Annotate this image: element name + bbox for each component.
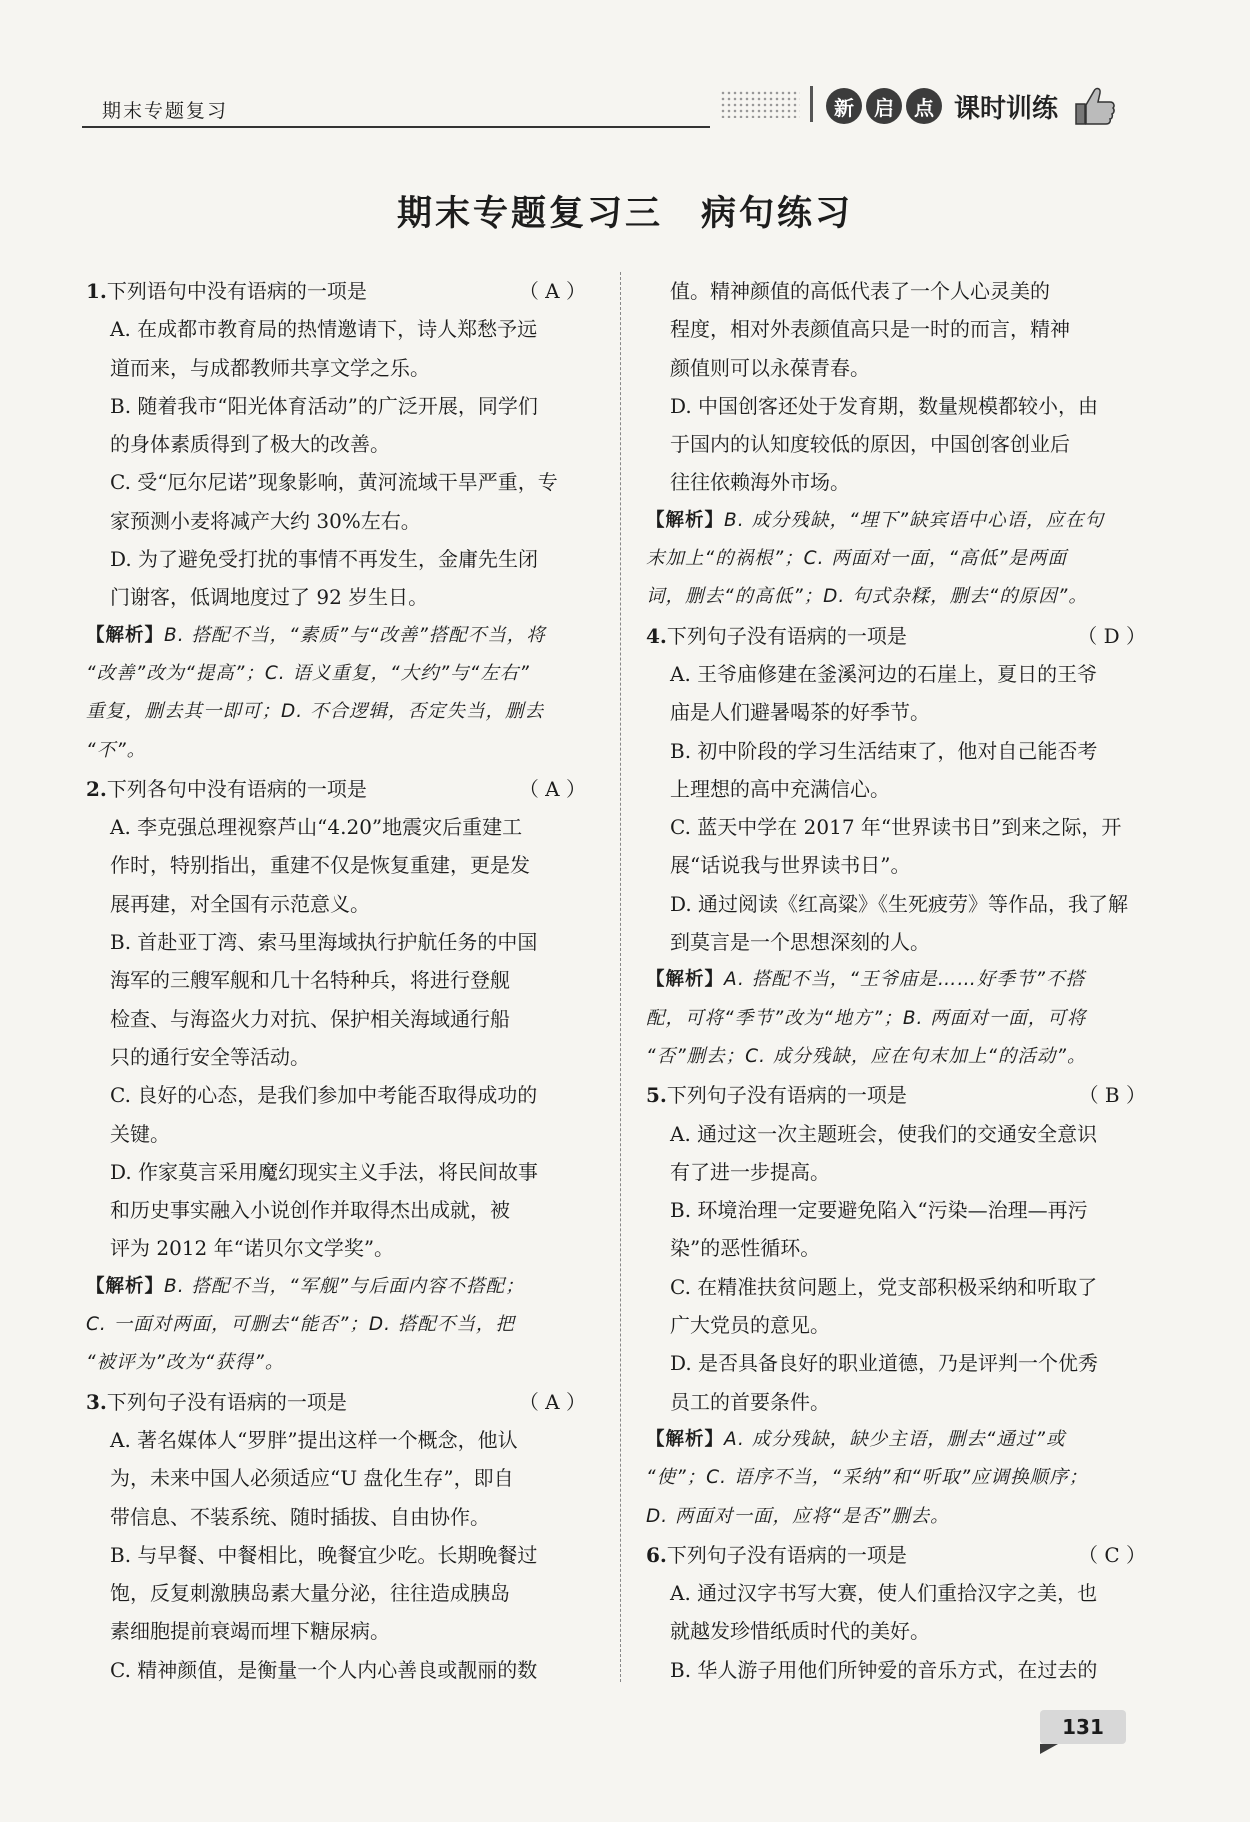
text-line: 员工的首要条件。 (670, 1389, 830, 1414)
explanation-text: A. 搭配不当，“王爷庙是……好季节”不搭 (724, 969, 1085, 991)
text-line: 上理想的高中充满信心。 (670, 776, 890, 801)
text-line: 程度，相对外表颜值高只是一时的而言，精神 (670, 317, 1070, 342)
explanation-tag: 【解析】 (646, 509, 725, 531)
question-text: 下列句子没有语病的一项是 (106, 1389, 347, 1414)
page-title: 期末专题复习三 病句练习 (396, 193, 853, 234)
text-line: 道而来，与成都教师共享文学之乐。 (110, 355, 430, 380)
text-line: 广大党员的意见。 (670, 1313, 830, 1338)
text-line: 染”的恶性循环。 (670, 1236, 821, 1261)
option-line: A. 李克强总理视察芦山“4.20”地震灾后重建工 (110, 815, 523, 840)
text-line: 关键。 (110, 1121, 170, 1146)
option-line: C. 蓝天中学在 2017 年“世界读书日”到来之际，开 (670, 815, 1122, 840)
text-line: 作时，特别指出，重建不仅是恢复重建，更是发 (110, 853, 530, 878)
explanation-tag: 【解析】 (646, 969, 725, 991)
explanation-line (86, 732, 586, 770)
question-stem (86, 1383, 586, 1421)
explanation-line (646, 1421, 1146, 1459)
question-stem (646, 1536, 1146, 1574)
option-line: B. 环境治理一定要避免陷入“污染—治理—再污 (670, 1198, 1088, 1223)
explanation-line (646, 502, 1146, 540)
option-line: C. 精神颜值，是衡量一个人内心善良或靓丽的数 (110, 1657, 538, 1682)
explanation-text: D. 两面对一面，应将“是否”删去。 (646, 1505, 950, 1527)
answer-key: （ B ） (1078, 1083, 1146, 1108)
answer-key: （ D ） (1077, 623, 1146, 648)
question-number: 6. (646, 1542, 667, 1567)
explanation-text: 词，删去“的高低”；D. 句式杂糅，删去“的原因”。 (646, 586, 1088, 608)
question-number: 1. (86, 279, 107, 303)
explanation-text: B. 搭配不当，“素质”与“改善”搭配不当，将 (164, 624, 546, 646)
text-line: 带信息、不装系统、随时插拔、自由协作。 (110, 1504, 490, 1529)
text-line: 于国内的认知度较低的原因，中国创客创业后 (670, 432, 1070, 457)
header-rule (82, 126, 710, 128)
explanation-text: 末加上“的祸根”；C. 两面对一面，“高低”是两面 (646, 548, 1068, 570)
text-line: 海军的三艘军舰和几十名特种兵，将进行登舰 (110, 968, 510, 993)
text-line: 的身体素质得到了极大的改善。 (110, 432, 390, 457)
option-line: A. 通过汉字书写大赛，使人们重拾汉字之美，也 (670, 1581, 1098, 1606)
explanation-line (646, 1459, 1146, 1497)
answer-key: （ A ） (518, 776, 586, 801)
explanation-line (646, 1000, 1146, 1038)
text-line: 评为 2012 年“诺贝尔文学奖”。 (110, 1236, 395, 1261)
question-text: 下列各句中没有语病的一项是 (106, 776, 367, 801)
explanation-text: B. 搭配不当，“军舰”与后面内容不搭配； (164, 1275, 525, 1297)
explanation-tag: 【解析】 (86, 1275, 165, 1297)
explanation-line (86, 655, 586, 693)
option-line: D. 作家莫言采用魔幻现实主义手法，将民间故事 (110, 1159, 539, 1184)
option-line: C. 受“厄尔尼诺”现象影响，黄河流域干旱严重，专 (110, 470, 558, 495)
option-line: D. 通过阅读《红高粱》《生死疲劳》等作品，我了解 (670, 891, 1129, 916)
explanation-line (646, 1498, 1146, 1536)
thumbs-up-icon (1070, 84, 1120, 128)
explanation-text: 重复，删去其一即可；D. 不合逻辑，否定失当，删去 (86, 701, 545, 723)
text-line: 检查、与海盗火力对抗、保护相关海域通行船 (110, 1006, 510, 1031)
explanation-tag: 【解析】 (646, 1428, 725, 1450)
question-number: 2. (86, 776, 107, 801)
explanation-text: “改善”改为“提高”；C. 语义重复，“大约”与“左右” (86, 662, 530, 684)
explanation-line (646, 540, 1146, 578)
explanation-text: C. 一面对两面，可删去“能否”；D. 搭配不当，把 (86, 1314, 515, 1336)
text-line: 有了进一步提高。 (670, 1159, 830, 1184)
explanation-line (86, 617, 586, 655)
option-line: A. 在成都市教育局的热情邀请下，诗人郑愁予远 (110, 317, 538, 342)
text-line: 和历史事实融入小说创作并取得杰出成就，被 (110, 1198, 510, 1223)
explanation-tag: 【解析】 (86, 624, 165, 646)
text-line: 往往依赖海外市场。 (670, 470, 850, 495)
option-line: B. 初中阶段的学习生活结束了，他对自己能否考 (670, 738, 1098, 763)
page-number: 131 (1040, 1710, 1126, 1744)
explanation-text: 配，可将“季节”改为“地方”；B. 两面对一面，可将 (646, 1007, 1087, 1029)
text-line: 只的通行安全等活动。 (110, 1044, 310, 1069)
explanation-line (646, 578, 1146, 616)
section-label: 期末专题复习 (102, 100, 229, 122)
text-line: 展“话说我与世界读书日”。 (670, 853, 911, 878)
option-line: C. 在精准扶贫问题上，党支部积极采纳和听取了 (670, 1274, 1098, 1299)
brand-char-2: 启 (866, 88, 902, 124)
explanation-text: “使”；C. 语序不当，“采纳”和“听取”应调换顺序； (646, 1467, 1089, 1489)
answer-key: （ A ） (518, 1389, 586, 1414)
question-number: 3. (86, 1389, 107, 1414)
explanation-text: “不”。 (86, 739, 147, 761)
text-line: 素细胞提前衰竭而埋下糖尿病。 (110, 1619, 390, 1644)
question-number: 5. (646, 1083, 667, 1108)
question-text: 下列语句中没有语病的一项是 (106, 279, 367, 303)
text-line: 就越发珍惜纸质时代的美好。 (670, 1619, 930, 1644)
text-line: 饱，反复刺激胰岛素大量分泌，往往造成胰岛 (110, 1581, 510, 1606)
option-line: B. 与早餐、中餐相比，晚餐宜少吃。长期晚餐过 (110, 1542, 538, 1567)
text-line: 颜值则可以永葆青春。 (670, 355, 870, 380)
explanation-line (86, 1344, 586, 1382)
text-line: 庙是人们避暑喝茶的好季节。 (670, 700, 930, 725)
left-column (86, 272, 586, 1689)
explanation-line (646, 961, 1146, 999)
option-line: D. 为了避免受打扰的事情不再发生，金庸先生闭 (110, 547, 539, 572)
right-column (646, 272, 1146, 1689)
explanation-text: “否”删去；C. 成分残缺，应在句末加上“的活动”。 (646, 1045, 1087, 1067)
explanation-line (86, 1268, 586, 1306)
question-number: 4. (646, 623, 667, 648)
brand-char-1: 新 (826, 88, 862, 124)
brand-text: 课时训练 (954, 93, 1059, 124)
option-line: A. 通过这一次主题班会，使我们的交通安全意识 (670, 1121, 1098, 1146)
explanation-text: “被评为”改为“获得”。 (86, 1352, 285, 1374)
text-line: 值。精神颜值的高低代表了一个人心灵美的 (670, 279, 1050, 303)
answer-key: （ C ） (1077, 1542, 1146, 1567)
option-line: A. 著名媒体人“罗胖”提出这样一个概念，他认 (110, 1427, 518, 1452)
page-number-tab (1040, 1744, 1058, 1754)
option-line: B. 随着我市“阳光体育活动”的广泛开展，同学们 (110, 393, 538, 418)
explanation-text: B. 成分残缺，“埋下”缺宾语中心语，应在句 (724, 509, 1105, 531)
text-line: 为，未来中国人必须适应“U 盘化生存”，即自 (110, 1466, 514, 1491)
page-header (82, 80, 1162, 140)
option-line: A. 王爷庙修建在釜溪河边的石崖上，夏日的王爷 (670, 661, 1098, 686)
text-line: 到莫言是一个思想深刻的人。 (670, 930, 930, 955)
question-stem (646, 1076, 1146, 1114)
text-line: 展再建，对全国有示范意义。 (110, 891, 370, 916)
question-text: 下列句子没有语病的一项是 (666, 623, 907, 648)
text-line: 家预测小麦将减产大约 30%左右。 (110, 508, 421, 533)
option-line: D. 是否具备良好的职业道德，乃是评判一个优秀 (670, 1351, 1099, 1376)
header-divider (810, 86, 813, 122)
explanation-line (86, 1306, 586, 1344)
explanation-text: A. 成分残缺，缺少主语，删去“通过”或 (724, 1428, 1066, 1450)
option-line: B. 华人游子用他们所钟爱的音乐方式，在过去的 (670, 1657, 1098, 1682)
question-stem (646, 617, 1146, 655)
question-stem (86, 770, 586, 808)
answer-key: （ A ） (518, 279, 586, 303)
text-line: 门谢客，低调地度过了 92 岁生日。 (110, 585, 429, 610)
question-text: 下列句子没有语病的一项是 (666, 1083, 907, 1108)
explanation-line (86, 693, 586, 731)
dot-pattern (720, 90, 800, 118)
brand-char-3: 点 (906, 88, 942, 124)
option-line: B. 首赴亚丁湾、索马里海域执行护航任务的中国 (110, 930, 538, 955)
option-line: C. 良好的心态，是我们参加中考能否取得成功的 (110, 1083, 538, 1108)
question-text: 下列句子没有语病的一项是 (666, 1542, 907, 1567)
explanation-line (646, 1038, 1146, 1076)
question-stem (86, 272, 586, 310)
brand-logo (826, 84, 1120, 128)
option-line: D. 中国创客还处于发育期，数量规模都较小，由 (670, 393, 1099, 418)
column-divider (620, 272, 621, 1682)
